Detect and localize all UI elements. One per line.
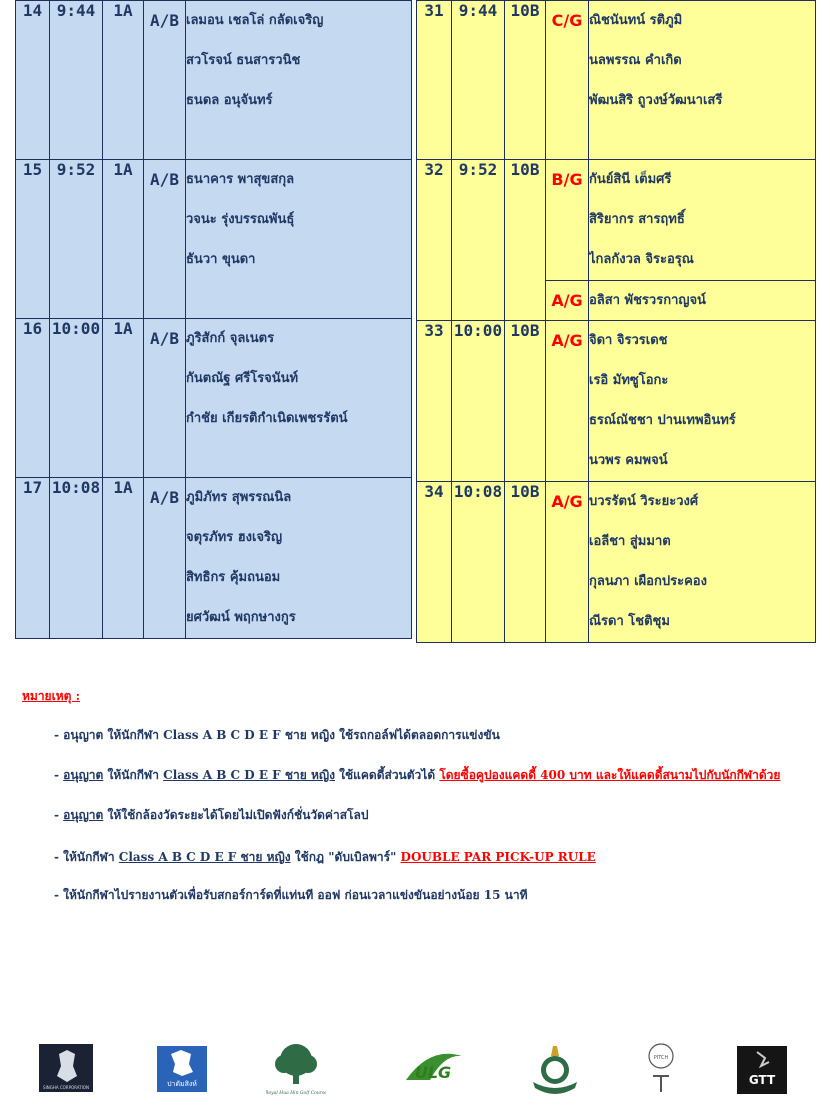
group-row xyxy=(16,478,412,639)
note-double-par-lead: - ให้นักกีฬา xyxy=(54,850,119,864)
player-name: บวรรัตน์ วิระยะวงศ์ xyxy=(589,494,699,509)
royal-hua-hin-logo-text: Royal Hua Hin Golf Course xyxy=(266,1091,326,1096)
note-double-par xyxy=(54,848,596,867)
class-label: A/G xyxy=(546,280,588,320)
tee-start: 10B xyxy=(505,160,546,321)
player-name: จิดา จิรวรเดช xyxy=(589,333,668,348)
class-label: A/B xyxy=(150,11,179,30)
note-caddie xyxy=(54,766,780,785)
gtt-logo xyxy=(735,1040,795,1100)
player-name: ธรณ์ณัชชา ปานเทพอินทร์ xyxy=(589,413,736,428)
tee-time: 10:00 xyxy=(452,321,505,482)
player-name: กันตณัฐ ศรีโรจนันท์ xyxy=(186,371,299,386)
note-golf-cart-text: - อนุญาต ให้นักกีฬา Class A B C D E F ชาย หญิง ใช้รถกอล์ฟได้ตลอดการแข่งขัน xyxy=(54,728,500,742)
right-tee-time-table xyxy=(416,0,816,643)
note-caddie-dash: - xyxy=(54,768,64,782)
class-cell xyxy=(546,321,589,482)
group-number: 16 xyxy=(16,319,50,478)
group-number: 33 xyxy=(417,321,452,482)
player-name: ไกลกังวล จิระอรุณ xyxy=(589,252,694,267)
note-rangefinder-allow: อนุญาต xyxy=(63,808,104,822)
player-names-cell xyxy=(186,319,412,478)
pitch-logo-text: PITCH xyxy=(653,1055,669,1061)
player-name: ยศวัฒน์ พฤกษางกูร xyxy=(186,610,296,625)
group-number: 34 xyxy=(417,482,452,643)
player-names-cell xyxy=(186,478,412,639)
class-cell xyxy=(546,1,589,160)
tee-time: 9:52 xyxy=(452,160,505,321)
class-cell xyxy=(144,319,186,478)
note-rangefinder-dash: - xyxy=(54,808,64,822)
tee-time: 10:08 xyxy=(50,478,103,639)
class-label: A/G xyxy=(551,331,583,350)
note-golf-cart xyxy=(54,726,500,745)
tee-start: 10B xyxy=(505,1,546,160)
remarks-section xyxy=(22,686,822,706)
group-number: 15 xyxy=(16,160,50,319)
note-rangefinder xyxy=(54,806,368,825)
tee-start: 10B xyxy=(505,321,546,482)
tee-time: 9:52 xyxy=(50,160,103,319)
note-caddie-own: ใช้แคดดี้ส่วนตัวได้ xyxy=(334,768,440,782)
player-name: อลิสา พัชรวรกาญจน์ xyxy=(586,280,815,320)
group-number: 14 xyxy=(16,1,50,160)
player-name: เอลีชา สู่มมาต xyxy=(589,534,671,549)
group-number: 32 xyxy=(417,160,452,321)
group-row xyxy=(417,160,816,321)
group-row xyxy=(417,1,816,160)
pitch-logo xyxy=(637,1040,697,1100)
pa-dum-singh-logo-text: ปาดัมสิงห์ xyxy=(167,1080,197,1088)
singha-logo-text: SINGHA CORPORATION xyxy=(43,1085,89,1090)
class-label: A/B xyxy=(150,170,179,189)
tee-start: 1A xyxy=(103,478,144,639)
group-row xyxy=(16,160,412,319)
note-double-par-english: DOUBLE PAR PICK-UP RULE xyxy=(400,850,596,864)
class-label: A/G xyxy=(551,492,583,511)
player-name: ธนาคาร พาสุขสกุล xyxy=(186,172,295,187)
player-names-cell xyxy=(589,1,816,160)
player-name: เรอิ มัทซูโอกะ xyxy=(589,373,669,388)
group-row xyxy=(16,1,412,160)
player-name: ณีรดา โชติชุม xyxy=(589,614,670,629)
note-double-par-rule: ใช้กฎ "ดับเบิลพาร์" xyxy=(290,850,401,864)
ulg-logo xyxy=(400,1040,466,1100)
note-caddie-allow: อนุญาต xyxy=(63,768,104,782)
player-names-cell xyxy=(589,321,816,482)
class-cell xyxy=(144,1,186,160)
group-number: 17 xyxy=(16,478,50,639)
tee-start: 1A xyxy=(103,160,144,319)
player-name: สิริยากร สารฤทธิ์ xyxy=(589,212,685,227)
tee-start: 10B xyxy=(505,482,546,643)
player-name: สวโรจน์ ธนสารวนิช xyxy=(186,53,301,68)
note-caddie-players: ให้นักกีฬา xyxy=(103,768,164,782)
player-names-cell xyxy=(186,1,412,160)
player-name: ธันวา ขุนดา xyxy=(186,252,256,267)
player-name: นลพรรณ คำเกิด xyxy=(589,53,682,68)
ulg-logo-text: ULG xyxy=(414,1063,452,1082)
class-cell xyxy=(546,482,589,643)
class-label: C/G xyxy=(551,11,583,30)
note-report-text: - ให้นักกีฬาไปรายงานตัวเพื่อรับสกอร์การ์ดที่แท่นที ออฟ ก่อนเวลาแข่งขันอย่างน้อย 15 นาที xyxy=(54,888,528,902)
group-row xyxy=(16,319,412,478)
player-name: กันย์สินี เต็มศรี xyxy=(589,172,672,187)
tee-time: 10:08 xyxy=(452,482,505,643)
group-row xyxy=(417,482,816,643)
note-caddie-class: Class A B C D E F ชาย หญิง xyxy=(163,768,335,782)
class-cell xyxy=(144,478,186,639)
class-label: A/B xyxy=(150,488,179,507)
class-label: A/B xyxy=(150,329,179,348)
tee-time: 9:44 xyxy=(452,1,505,160)
player-name: ธนดล อนุจันทร์ xyxy=(186,93,273,108)
player-name: ภูริสักก์ จุลเนตร xyxy=(186,331,275,346)
player-names-cell xyxy=(589,482,816,643)
tee-start: 1A xyxy=(103,319,144,478)
tee-time: 9:44 xyxy=(50,1,103,160)
royal-hua-hin-logo xyxy=(266,1040,326,1100)
player-name: ภูมิภัทร สุพรรณนิล xyxy=(186,490,292,505)
player-name: กุลนภา เผือกประคอง xyxy=(589,574,707,589)
tee-time: 10:00 xyxy=(50,319,103,478)
sponsor-logos xyxy=(0,1040,830,1110)
gtt-logo-text: GTT xyxy=(748,1073,776,1087)
group-number: 31 xyxy=(417,1,452,160)
player-name: พัฒนสิริ ถูวงษ์วัฒนาเสรี xyxy=(589,93,723,108)
class-cell xyxy=(546,160,589,321)
note-double-par-class: Class A B C D E F ชาย หญิง xyxy=(118,850,291,864)
note-report xyxy=(54,886,528,905)
tee-start: 1A xyxy=(103,1,144,160)
player-name: นวพร คมพจน์ xyxy=(589,453,668,468)
group-row xyxy=(417,321,816,482)
class-label: B/G xyxy=(551,170,583,189)
player-names-cell xyxy=(186,160,412,319)
golf-association-emblem xyxy=(525,1040,585,1100)
player-name: จตุรภัทร ฮงเจริญ xyxy=(186,530,283,545)
note-caddie-coupon: โดยซื้อคูปองแคดดี้ 400 บาท และให้แคดดี้สนามไปกับนักกีฬาด้วย xyxy=(439,768,781,782)
class-cell xyxy=(144,160,186,319)
player-name: เลมอน เชลโล่ กลัดเจริญ xyxy=(186,13,324,28)
remarks-title: หมายเหตุ : xyxy=(22,689,81,703)
player-name: วจนะ รุ่งบรรณพันธุ์ xyxy=(186,212,295,227)
player-names-cell xyxy=(589,160,816,321)
singha-corporation-logo xyxy=(37,1040,97,1100)
note-rangefinder-text: ให้ใช้กล้องวัดระยะได้โดยไม่เปิดฟังก์ชั่นวัดค่าสโลป xyxy=(103,808,369,822)
left-tee-time-table xyxy=(15,0,412,639)
pa-dum-singh-logo xyxy=(155,1040,215,1100)
player-name: ณิชนันทน์ รติภูมิ xyxy=(589,13,683,28)
player-name: กำชัย เกียรติกำเนิดเพชรรัตน์ xyxy=(186,411,348,426)
player-name: สิทธิกร คุ้มถนอม xyxy=(186,570,281,585)
